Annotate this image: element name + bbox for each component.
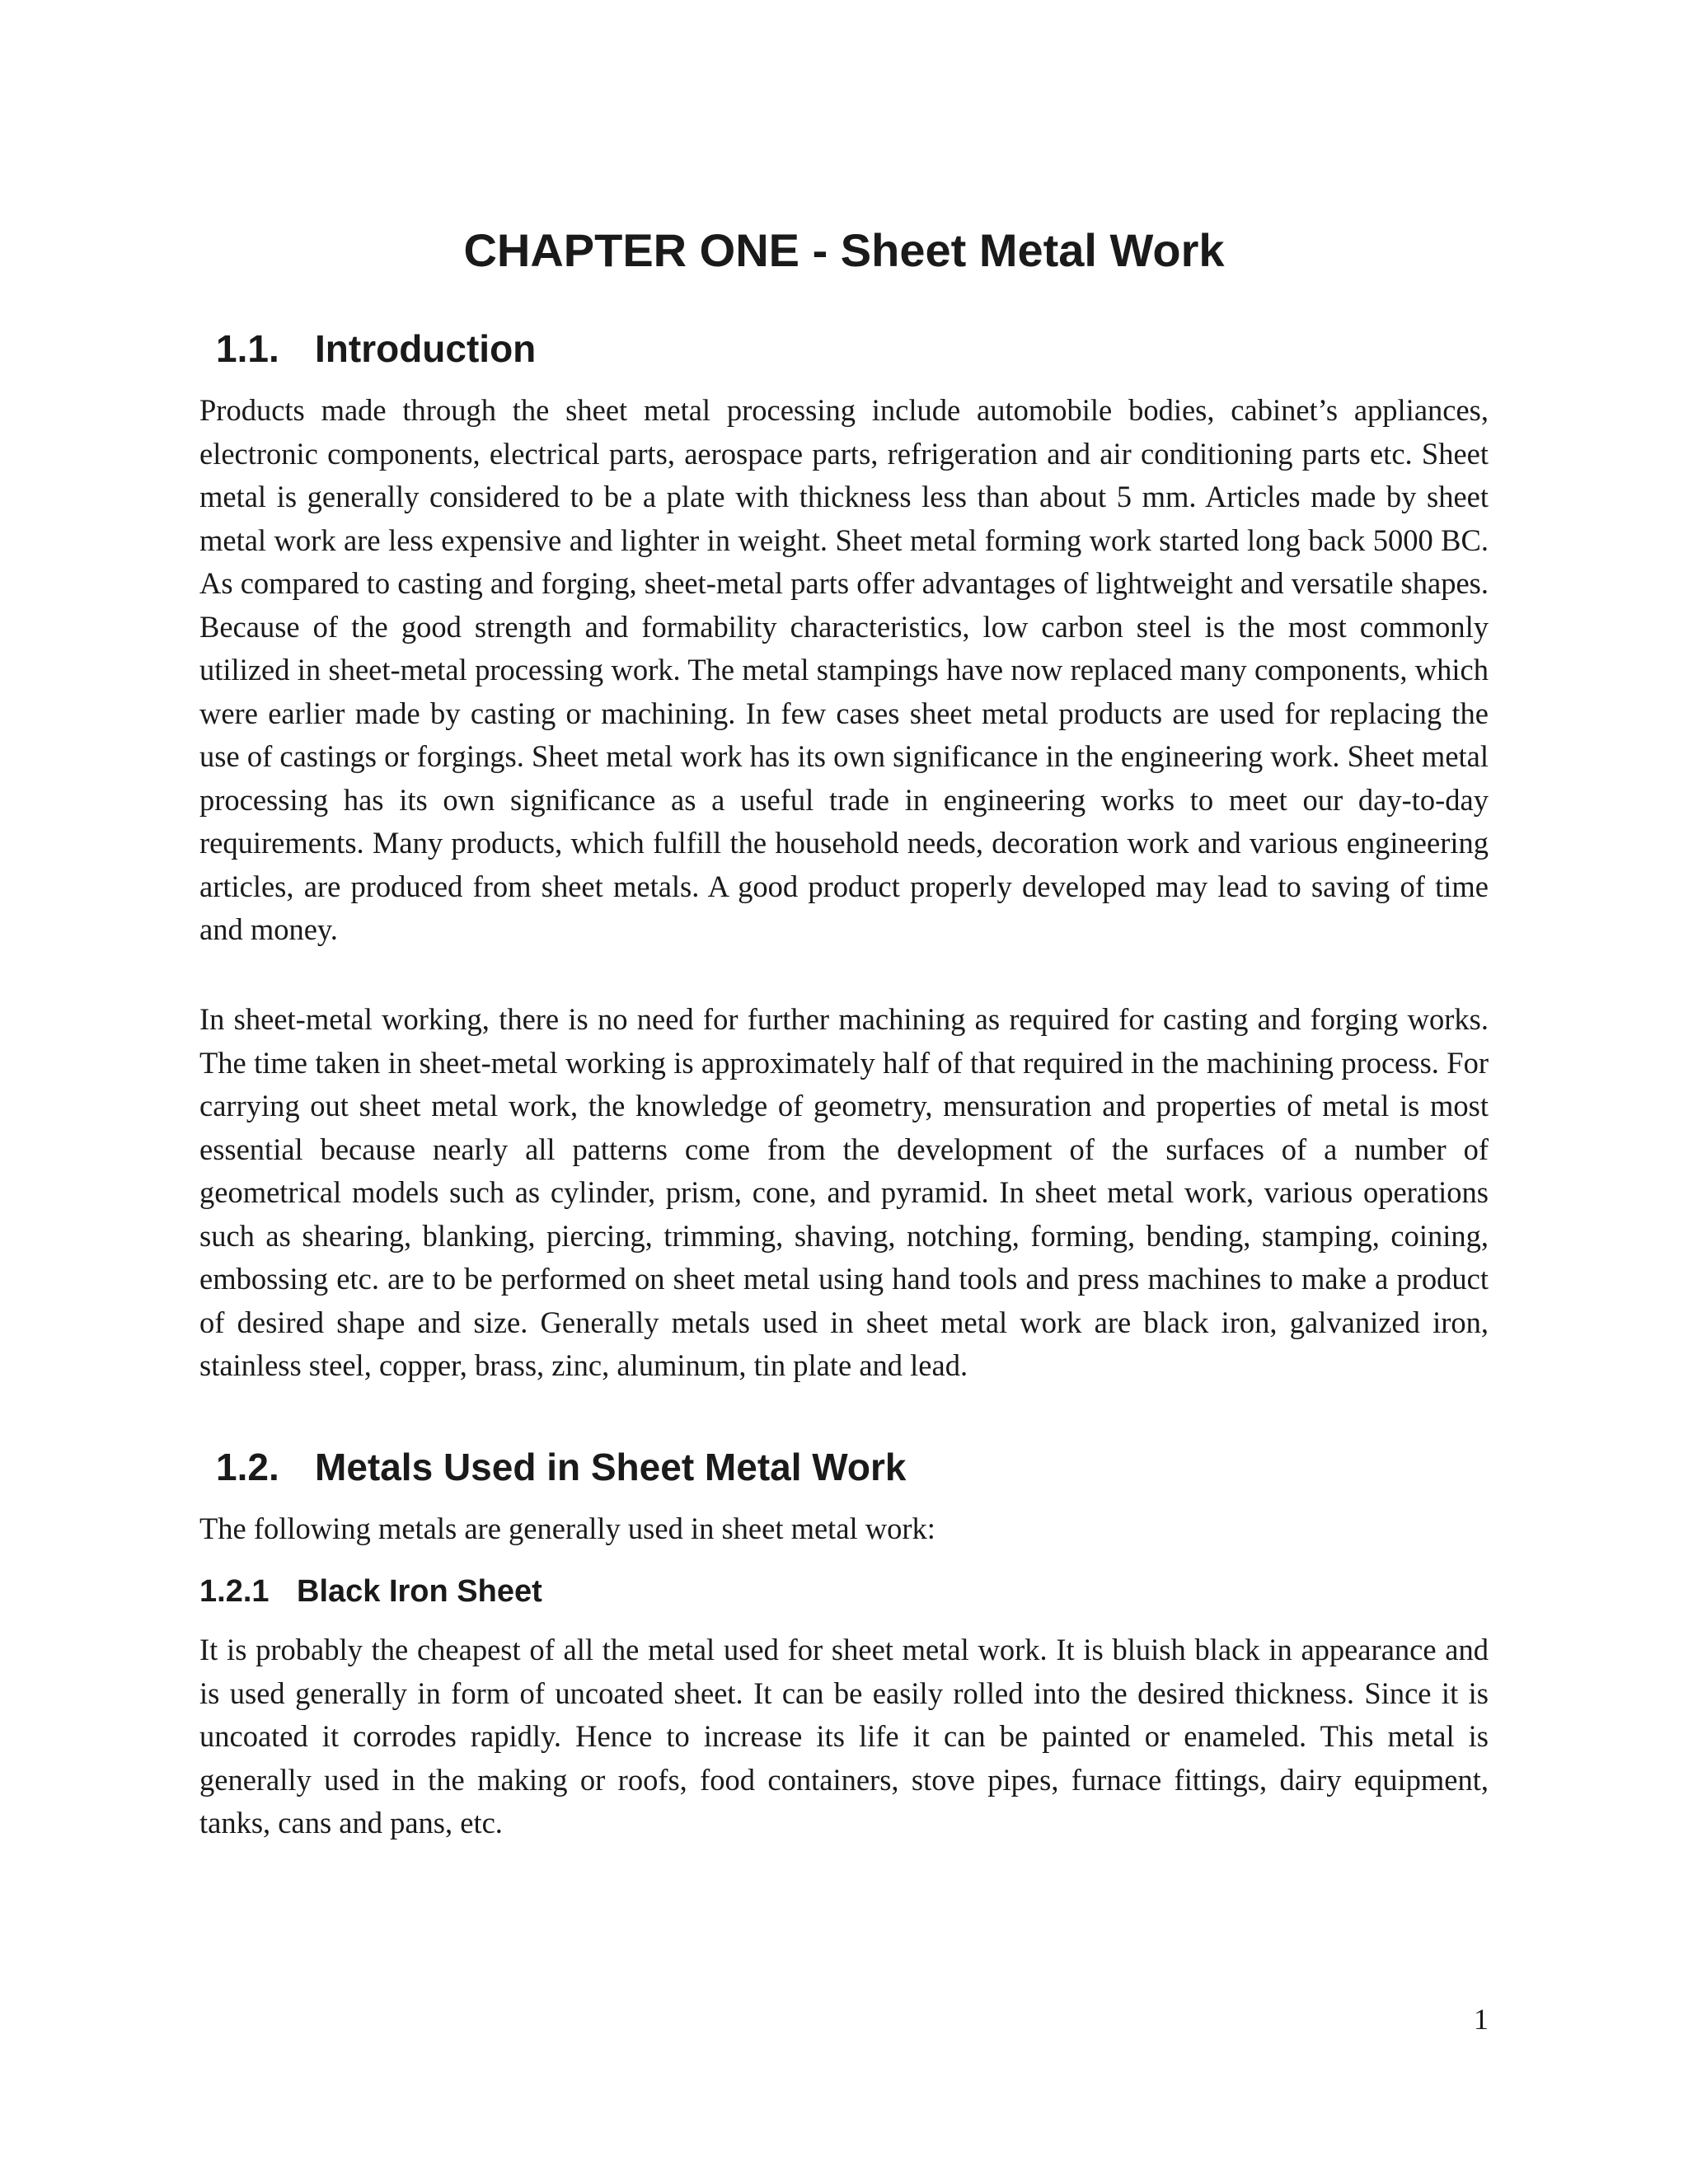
intro-paragraph-1: Products made through the sheet metal processing include automobile bodies, cabinet’s appliances, electronic components, electrical parts, aerospace parts, refrigeration and air conditioning parts etc. Sheet metal is generally considered to be a plate with thickness less than about 5 mm. Articles made by sheet metal work are less expensive and lighter in weight. Sheet metal forming work started long back 5000 BC. As compared to casting and forging, sheet-metal parts offer advantages of lightweight and versatile shapes. Because of the good strength and formability characteristics, low carbon steel is the most commonly utilized in sheet-metal processing work. The metal stampings have now replaced many components, which were earlier made by casting or machining. In few cases sheet metal products are used for replacing the use of castings or forgings. Sheet metal work has its own significance in the engineering work. Sheet metal processing has its own significance as a useful trade in engineering works to meet our day-to-day requirements. Many products, which fulfill the household needs, decoration work and various engineering articles, are produced from sheet metals. A good product properly developed may lead to saving of time and money.	[199, 393, 1489, 946]
metals-intro-paragraph: The following metals are generally used in sheet metal work:	[199, 1511, 935, 1545]
black-iron-paragraph: It is probably the cheapest of all the metal used for sheet metal work. It is bluish black in appearance and is used generally in form of uncoated sheet. It can be easily rolled into the desired thickness. Since it is uncoated it corrodes rapidly. Hence to increase its life it can be painted or enameled. This metal is generally used in the making or roofs, food containers, stove pipes, furnace fittings, dairy equipment, tanks, cans and pans, etc.	[199, 1633, 1489, 1840]
intro-paragraph-2: In sheet-metal working, there is no need for further machining as required for casting and forging works. The time taken in sheet-metal working is approximately half of that required in the machining process. For carrying out sheet metal work, the knowledge of geometry, mensuration and properties of metal is most essential because nearly all patterns come from the development of the surfaces of a number of geometrical models such as cylinder, prism, cone, and pyramid. In sheet metal work, various operations such as shearing, blanking, piercing, trimming, shaving, notching, forming, bending, stamping, coining, embossing etc. are to be performed on sheet metal using hand tools and press machines to make a product of desired shape and size. Generally metals used in sheet metal work are black iron, galvanized iron, stainless steel, copper, brass, zinc, aluminum, tin plate and lead.	[199, 1002, 1489, 1382]
section-number: 1.2.	[216, 1446, 279, 1488]
chapter-title: CHAPTER ONE - Sheet Metal Work	[463, 224, 1225, 276]
section-title: Metals Used in Sheet Metal Work	[315, 1446, 907, 1488]
section-heading-metals-used	[216, 1444, 906, 1490]
subsection-heading-black-iron-sheet	[199, 1572, 542, 1610]
page-number: 1	[1474, 2003, 1489, 2036]
subsection-title: Black Iron Sheet	[297, 1574, 542, 1609]
subsection-number: 1.2.1	[199, 1574, 270, 1609]
section-number: 1.1.	[216, 327, 279, 370]
section-title: Introduction	[315, 327, 537, 370]
section-heading-introduction	[216, 326, 536, 372]
